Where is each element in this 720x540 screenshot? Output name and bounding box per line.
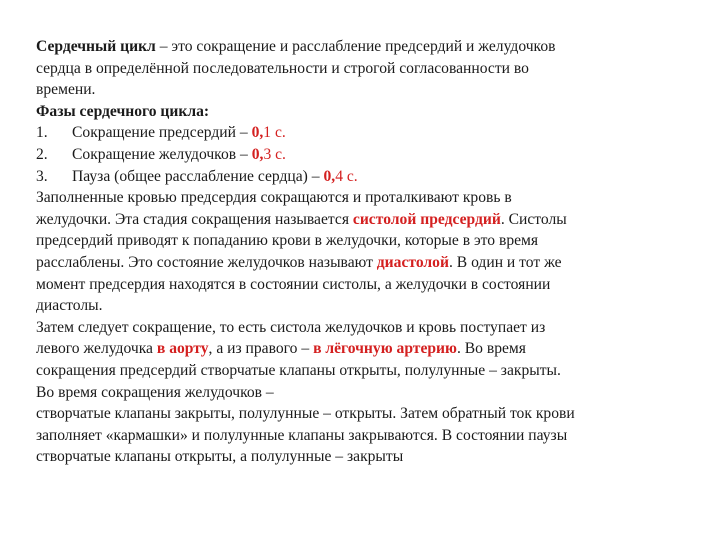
atrial-systole-term: систолой предсердий xyxy=(352,210,501,228)
intro-line-3: времени. xyxy=(36,81,96,99)
pulmonary-artery-term: в лёгочную артерию xyxy=(313,340,457,358)
intro-line-2: сердца в определённой последовательности и строгой согласованности во xyxy=(36,59,529,77)
para2-line-3: сокращения предсердий створчатые клапаны открыты, полулунные – закрыты. xyxy=(36,361,561,379)
phases-heading: Фазы сердечного цикла: xyxy=(36,102,210,120)
body-text xyxy=(36,36,696,468)
para2-line-5: створчатые клапаны закрыты, полулунные – открыты. Затем обратный ток крови xyxy=(36,405,575,423)
aorta-term: в аорту xyxy=(156,340,209,358)
diastole-term: диастолой xyxy=(376,253,449,271)
para2-line-2: левого желудочка в аорту, а из правого – в лёгочную артерию. Во время xyxy=(36,340,526,358)
para2-line-1: Затем следует сокращение, то есть систола желудочков и кровь поступает из xyxy=(36,318,546,336)
para2-line-4: Во время сокращения желудочков – xyxy=(36,383,274,401)
para1-line-1: Заполненные кровью предсердия сокращаются и проталкивают кровь в xyxy=(36,189,512,207)
para2-line-7: створчатые клапаны открыты, а полулунные – закрыты xyxy=(36,448,404,466)
para1-line-6: диастолы. xyxy=(36,297,103,315)
phase-item: 2. Сокращение желудочков – 0,3 с. xyxy=(36,145,286,163)
phase-item: 3. Пауза (общее расслабление сердца) – 0,4 с. xyxy=(36,167,358,185)
para1-line-2: желудочки. Эта стадия сокращения называется систолой предсердий. Систолы xyxy=(36,210,567,228)
cardiac-cycle-term: Сердечный цикл xyxy=(36,38,156,55)
intro-line-1: Сердечный цикл – это сокращение и расслабление предсердий и желудочков xyxy=(36,38,556,55)
para1-line-4: расслаблены. Это состояние желудочков называют диастолой. В один и тот же xyxy=(36,253,562,271)
para1-line-5: момент предсердия находятся в состоянии систолы, а желудочки в состоянии xyxy=(36,275,551,293)
phase-item: 1. Сокращение предсердий – 0,1 с. xyxy=(36,124,286,142)
para1-line-3: предсердий приводят к попаданию крови в желудочки, которые в это время xyxy=(36,232,539,250)
para2-line-6: заполняет «кармашки» и полулунные клапаны закрываются. В состоянии паузы xyxy=(36,426,568,444)
